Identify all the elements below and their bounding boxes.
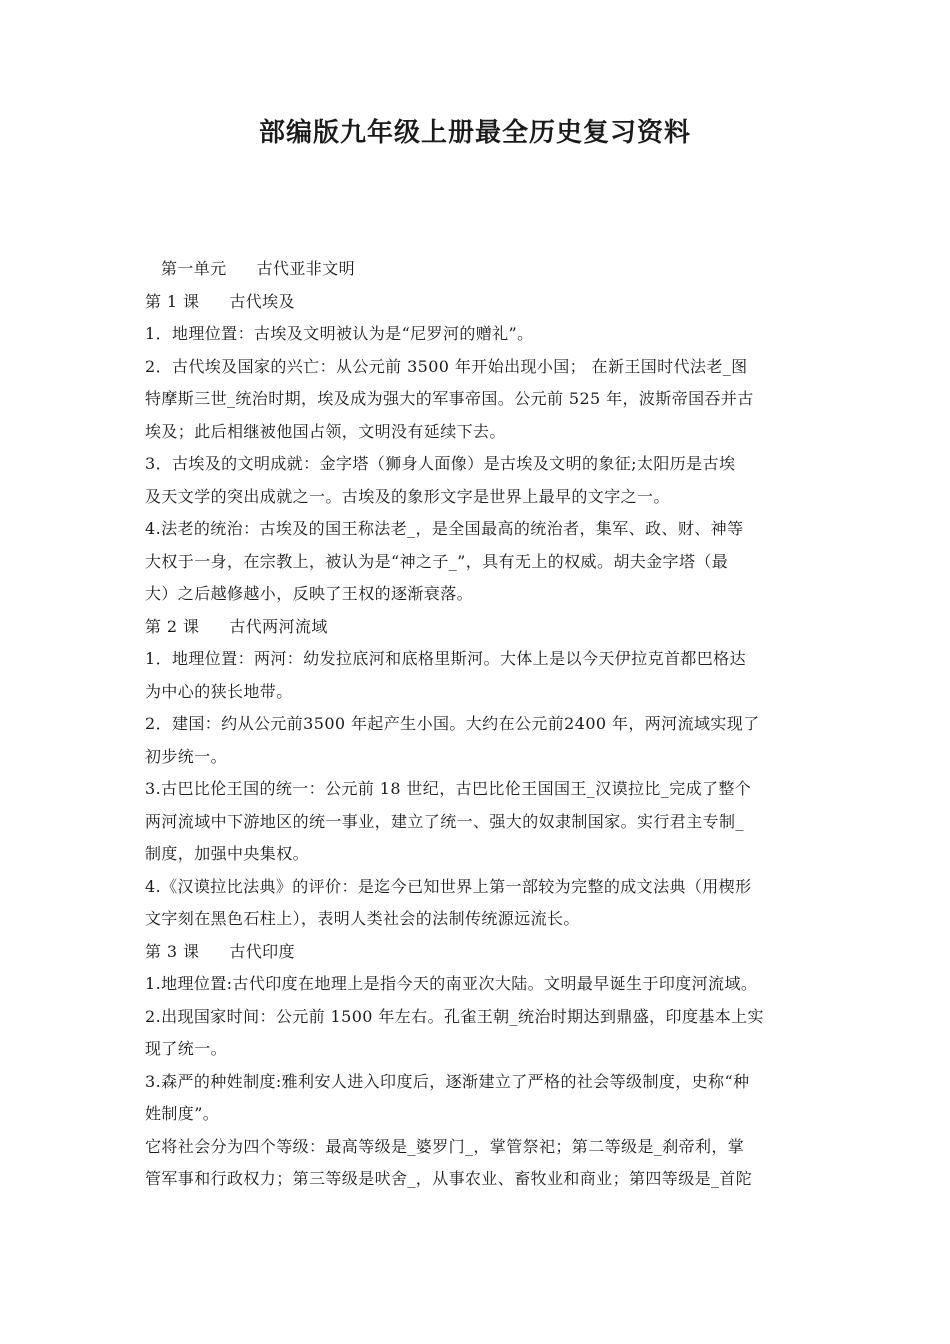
unit-heading — [145, 253, 845, 286]
paragraph-line: 1．地理位置：两河：幼发拉底河和底格里斯河。大体上是以今天伊拉克首都巴格达 — [145, 649, 746, 668]
lesson-name: 古代埃及 — [229, 291, 295, 311]
lesson-label: 第 1 课 — [145, 291, 200, 311]
paragraph-line: 2．古代埃及国家的兴亡：从公元前 3500 年开始出现小国； 在新王国时代法老_图 — [145, 356, 748, 376]
unit-name: 古代亚非文明 — [256, 259, 356, 278]
paragraph-line: 它将社会分为四个等级：最高等级是_婆罗门_，掌管祭祀；第二等级是_刹帝利，掌 — [145, 1136, 745, 1156]
paragraph-line: 2．建国：约从公元前3500 年起产生小国。大约在公元前2400 年，两河流域实现了 — [145, 714, 760, 733]
paragraph-line: 大）之后越修越小，反映了王权的逐渐衰落。 — [145, 584, 474, 603]
paragraph-line: 1.地理位置:古代印度在地理上是指今天的南亚次大陆。文明最早诞生于印度河流域。 — [145, 974, 758, 993]
paragraph-line: 文字刻在黑色石柱上），表明人类社会的法制传统源远流长。 — [145, 909, 580, 928]
paragraph-line: 两河流域中下游地区的统一事业，建立了统一、强大的奴隶制国家。实行君主专制_ — [145, 811, 744, 831]
document-title: 部编版九年级上册最全历史复习资料 — [258, 118, 691, 148]
paragraph-line: 为中心的狭长地带。 — [145, 681, 293, 701]
document-body — [145, 253, 845, 1196]
lesson-name: 古代印度 — [229, 941, 295, 961]
paragraph-line: 现了统一。 — [145, 1039, 228, 1058]
lesson-heading — [145, 611, 845, 644]
paragraph-line: 初步统一。 — [145, 746, 228, 766]
paragraph-line: 1．地理位置：古埃及文明被认为是“尼罗河的赠礼”。 — [145, 324, 534, 343]
paragraph-line: 3.古巴比伦王国的统一：公元前 18 世纪，古巴比伦王国国王_汉谟拉比_完成了整个 — [145, 779, 752, 798]
paragraph-line: 2.出现国家时间：公元前 1500 年左右。孔雀王朝_统治时期达到鼎盛，印度基本上实 — [145, 1006, 764, 1026]
paragraph-line: 及天文学的突出成就之一。古埃及的象形文字是世界上最早的文字之一。 — [145, 486, 670, 506]
paragraph-line: 大权于一身，在宗教上，被认为是“神之子_”，具有无上的权威。胡夫金字塔（最 — [145, 551, 729, 571]
paragraph-line: 4.法老的统治：古埃及的国王称法老_，是全国最高的统治者，集军、政、财、神等 — [145, 519, 744, 538]
paragraph-line: 3．古埃及的文明成就：金字塔（狮身人面像）是古埃及文明的象征;太阳历是古埃 — [145, 454, 736, 473]
paragraph-line: 管军事和行政权力；第三等级是吠舍_，从事农业、畜牧业和商业；第四等级是_首陀 — [145, 1169, 753, 1188]
unit-label: 第一单元 — [161, 259, 227, 278]
paragraph-line: 4.《汉谟拉比法典》的评价：是迄今已知世界上第一部较为完整的成文法典（用楔形 — [145, 876, 752, 896]
paragraph-line: 姓制度”。 — [145, 1104, 220, 1123]
paragraph-line: 埃及；此后相继被他国占领，文明没有延续下去。 — [145, 421, 506, 441]
lesson-name: 古代两河流域 — [229, 616, 328, 636]
lesson-label: 第 2 课 — [145, 616, 200, 636]
lesson-label: 第 3 课 — [145, 941, 200, 961]
lesson-heading — [145, 286, 845, 319]
lesson-heading — [145, 936, 845, 969]
paragraph-line: 制度，加强中央集权。 — [145, 844, 310, 863]
paragraph-line: 3.森严的种姓制度:雅利安人进入印度后，逐渐建立了严格的社会等级制度，史称“种 — [145, 1071, 750, 1091]
paragraph-line: 特摩斯三世_统治时期，埃及成为强大的军事帝国。公元前 525 年，波斯帝国吞并古 — [145, 389, 754, 408]
